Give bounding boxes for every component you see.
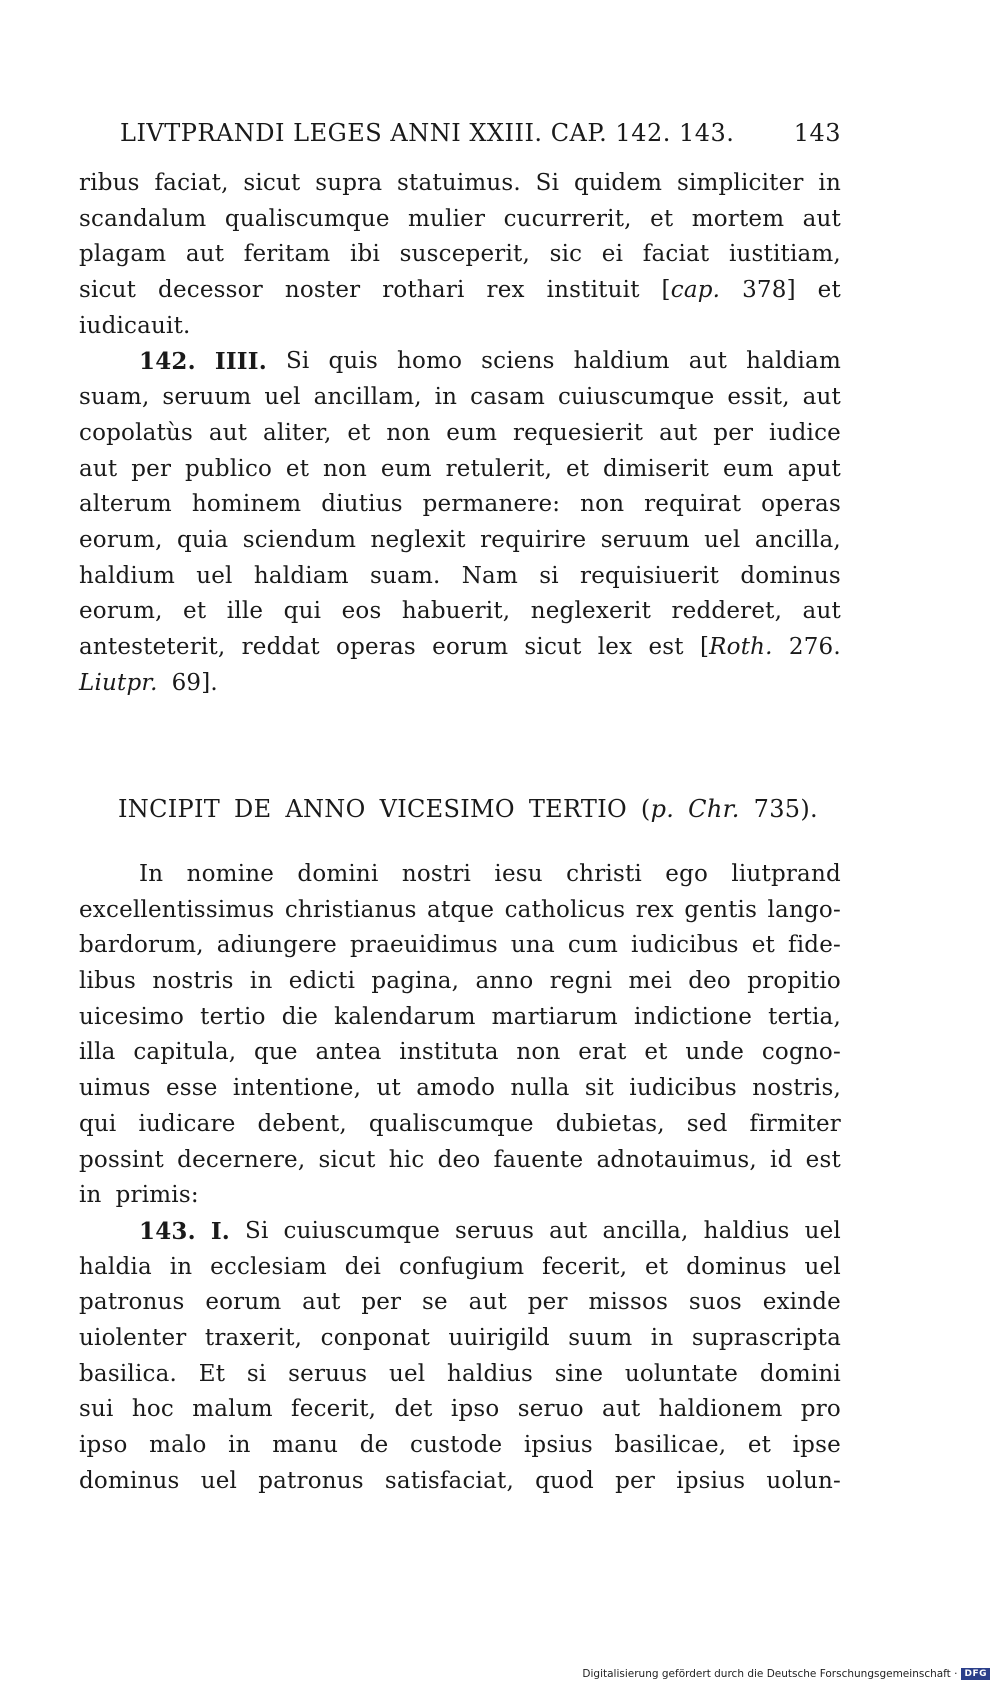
text-section-1 (79, 166, 841, 701)
text-line: dominus uel patronus satisfaciat, quod per ipsius uolun- (79, 1467, 841, 1494)
text-line: libus nostris in edicti pagina, anno regni mei deo propitio (79, 968, 841, 995)
section-heading: INCIPIT DE ANNO VICESIMO TERTIO (p. Chr. 735). (118, 795, 818, 823)
text-line: haldium uel haldiam suam. Nam si requisiuerit dominus (79, 562, 841, 589)
text-line: scandalum qualiscumque mulier cucurrerit, et mortem aut (79, 205, 841, 232)
text-line: sicut decessor noster rothari rex instituit [cap. 378] et (79, 277, 841, 304)
text-line: alterum hominem diutius permanere: non requirat operas (79, 491, 841, 518)
text-line: basilica. Et si seruus uel haldius sine uoluntate domini (79, 1360, 841, 1387)
text-line: plagam aut feritam ibi susceperit, sic ei faciat iustitiam, (79, 241, 841, 268)
text-line: antesteterit, reddat operas eorum sicut lex est [Roth. 276. (79, 633, 841, 660)
text-line: ribus faciat, sicut supra statuimus. Si quidem simpliciter in (79, 170, 841, 196)
text-line: copolatùs aut aliter, et non eum requesierit aut per iudice (79, 419, 841, 446)
text-line: uimus esse intentione, ut amodo nulla sit iudicibus nostris, (79, 1075, 841, 1102)
text-line: possint decernere, sicut hic deo fauente adnotauimus, id est (79, 1146, 841, 1173)
text-line: uiolenter traxerit, conponat uuirigild suum in suprascripta (79, 1324, 841, 1351)
text-line: 142. IIII. Si quis homo sciens haldium aut haldiam (139, 348, 841, 376)
footer-credit (582, 1668, 990, 1680)
text-line: patronus eorum aut per se aut per missos suos exinde (79, 1289, 841, 1316)
text-line: bardorum, adiungere praeuidimus una cum iudicibus et fide- (79, 932, 841, 959)
text-line: Liutpr. 69]. (79, 669, 218, 696)
text-line: in primis: (79, 1182, 199, 1209)
text-line: In nomine domini nostri iesu christi ego liutprand (139, 861, 841, 887)
text-line: uicesimo tertio die kalendarum martiarum indictione tertia, (79, 1003, 841, 1030)
text-line: aut per publico et non eum retulerit, et dimiserit eum aput (79, 455, 841, 482)
text-line: eorum, et ille qui eos habuerit, neglexerit redderet, aut (79, 598, 841, 625)
text-line: suam, seruum uel ancillam, in casam cuiuscumque essit, aut (79, 384, 841, 411)
text-line: 143. I. Si cuiuscumque seruus aut ancilla, haldius uel (139, 1217, 841, 1245)
text-line: eorum, quia sciendum neglexit requirire seruum uel ancilla, (79, 526, 841, 553)
text-line: sui hoc malum fecerit, det ipso seruo aut haldionem pro (79, 1396, 841, 1423)
text-line: haldia in ecclesiam dei confugium fecerit, et dominus uel (79, 1253, 841, 1280)
text-line: illa capitula, que antea instituta non erat et unde cogno- (79, 1039, 841, 1066)
text-line: iudicauit. (79, 312, 191, 339)
text-line: excellentissimus christianus atque catholicus rex gentis lango- (79, 896, 841, 923)
running-header (120, 112, 841, 154)
page-number: 143 (793, 119, 841, 147)
funding-credit: Digitalisierung gefördert durch die Deutsche Forschungsgemeinschaft · (582, 1668, 958, 1680)
text-section-2 (79, 857, 841, 1499)
text-line: ipso malo in manu de custode ipsius basilicae, et ipse (79, 1432, 841, 1458)
text-line: qui iudicare debent, qualiscumque dubietas, sed firmiter (79, 1110, 841, 1137)
running-title: LIVTPRANDI LEGES ANNI XXIII. CAP. 142. 143. (120, 119, 735, 147)
dfg-logo: DFG (961, 1668, 990, 1680)
